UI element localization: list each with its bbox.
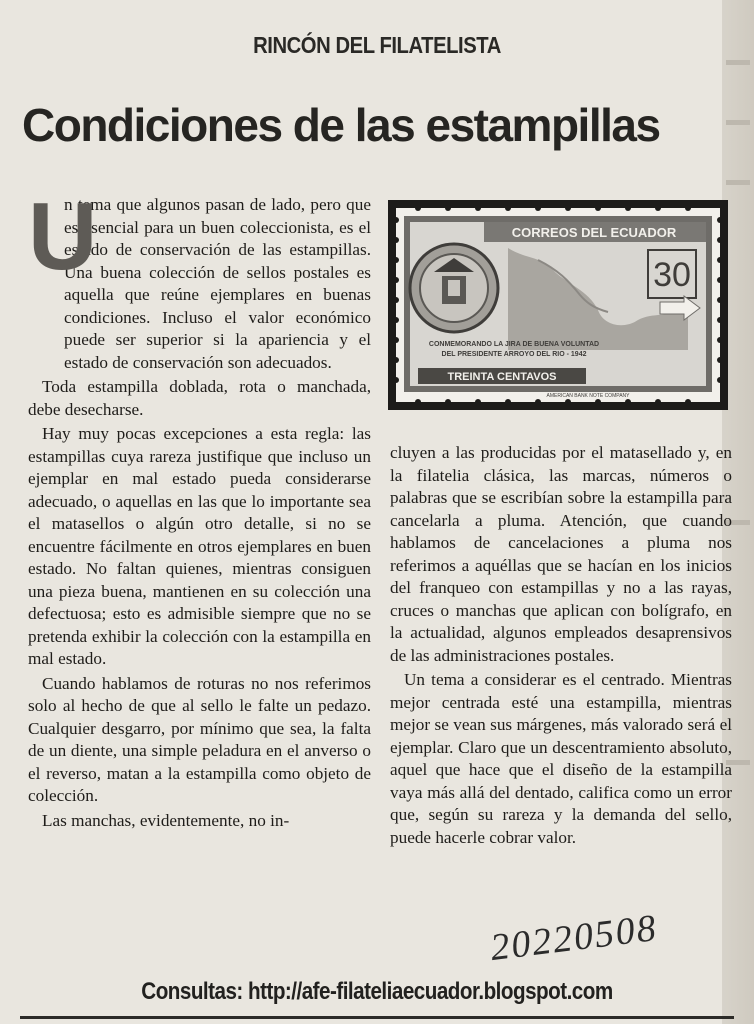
handwritten-date: 20220508 — [488, 906, 660, 970]
ecuador-stamp-illustration — [388, 200, 728, 410]
drop-cap: U — [28, 183, 98, 290]
paragraph: Toda estampilla doblada, rota o manchada, debe desecharse. — [28, 377, 371, 419]
stamp-value-text: TREINTA CENTAVOS — [447, 371, 557, 383]
paragraph: Cuando hablamos de roturas no nos referimos solo al hecho de que al sello le falte un pedazo. Cualquier desgarro, por mínimo que sea, la falta de un diente, una simple peladura en el anverso o el reverso, matan a la estampilla como objeto de colección. — [28, 673, 371, 805]
stamp-value: 30 — [653, 256, 691, 294]
stamp-image — [388, 200, 728, 410]
stamp-caption-2: DEL PRESIDENTE ARROYO DEL RIO - 1942 — [441, 351, 587, 358]
paragraph: Hay muy pocas excepciones a esta regla: las estampillas cuya rareza justifique que incluso un ejemplar en mal estado pueda considerarse adecuado, o aquellas en las que lo importante sea el matasellos o algún otro detalle, si no se encuentre fácilmente en otros ejemplares en buen estado. No faltan quienes, mientras consiguen una pieza buena, mantienen en su colección una defectuosa; esto es admisible siempre que no se pretenda exhibir la colección con la estampilla en mal estado. — [28, 424, 371, 668]
article-column-right — [390, 442, 732, 851]
article-headline: Condiciones de las estampillas — [22, 99, 660, 151]
footer-contact: Consultas: http://afe-filateliaecuador.blogspot.com — [141, 978, 613, 1005]
paragraph-intro: n tema que algunos pasan de lado, pero que es esencial para un buen coleccionista, es el estado de conservación de las estampillas. Una buena colección de sellos postales es aquella que reúne ejemplares en buenas condiciones. Incluso el valor económico puede ser superior si la apariencia y el estado de conservación son adecuados. — [64, 195, 371, 372]
section-label: RINCÓN DEL FILATELISTA — [253, 32, 501, 58]
paragraph: Un tema a considerar es el centrado. Mientras mejor centrada esté una estampilla, mientras mejor se vean sus márgenes, más valorado será el ejemplar. Claro que un descentramiento absoluto, aquel que hace que el diseño de la estampilla vaya más allá del dentado, califica como un error que, según su rareza y la demanda del sello, puede hacerle cobrar valor. — [390, 670, 732, 847]
paragraph: cluyen a las producidas por el matasellado y, en la filatelia clásica, las marcas, números o palabras que se escribían sobre la estampilla para cancelarla a pluma. Atención, que cuando hablamos de cancelaciones a pluma nos referimos a aquéllas que se hacían en los inicios del franqueo con estampillas y no a las rayas, cruces o manchas que aplican con bolígrafo, en la actualidad, algunos empleados desaprensivos de las administraciones postales. — [390, 443, 732, 665]
stamp-caption-1: CONMEMORANDO LA JIRA DE BUENA VOLUNTAD — [428, 341, 600, 348]
footer-rule — [20, 1016, 734, 1019]
stamp-printer: AMERICAN BANK NOTE COMPANY — [546, 393, 630, 399]
stamp-country: CORREOS DEL ECUADOR — [511, 225, 677, 240]
article-column-left — [28, 183, 371, 834]
paragraph: Las manchas, evidentemente, no in- — [42, 810, 290, 830]
